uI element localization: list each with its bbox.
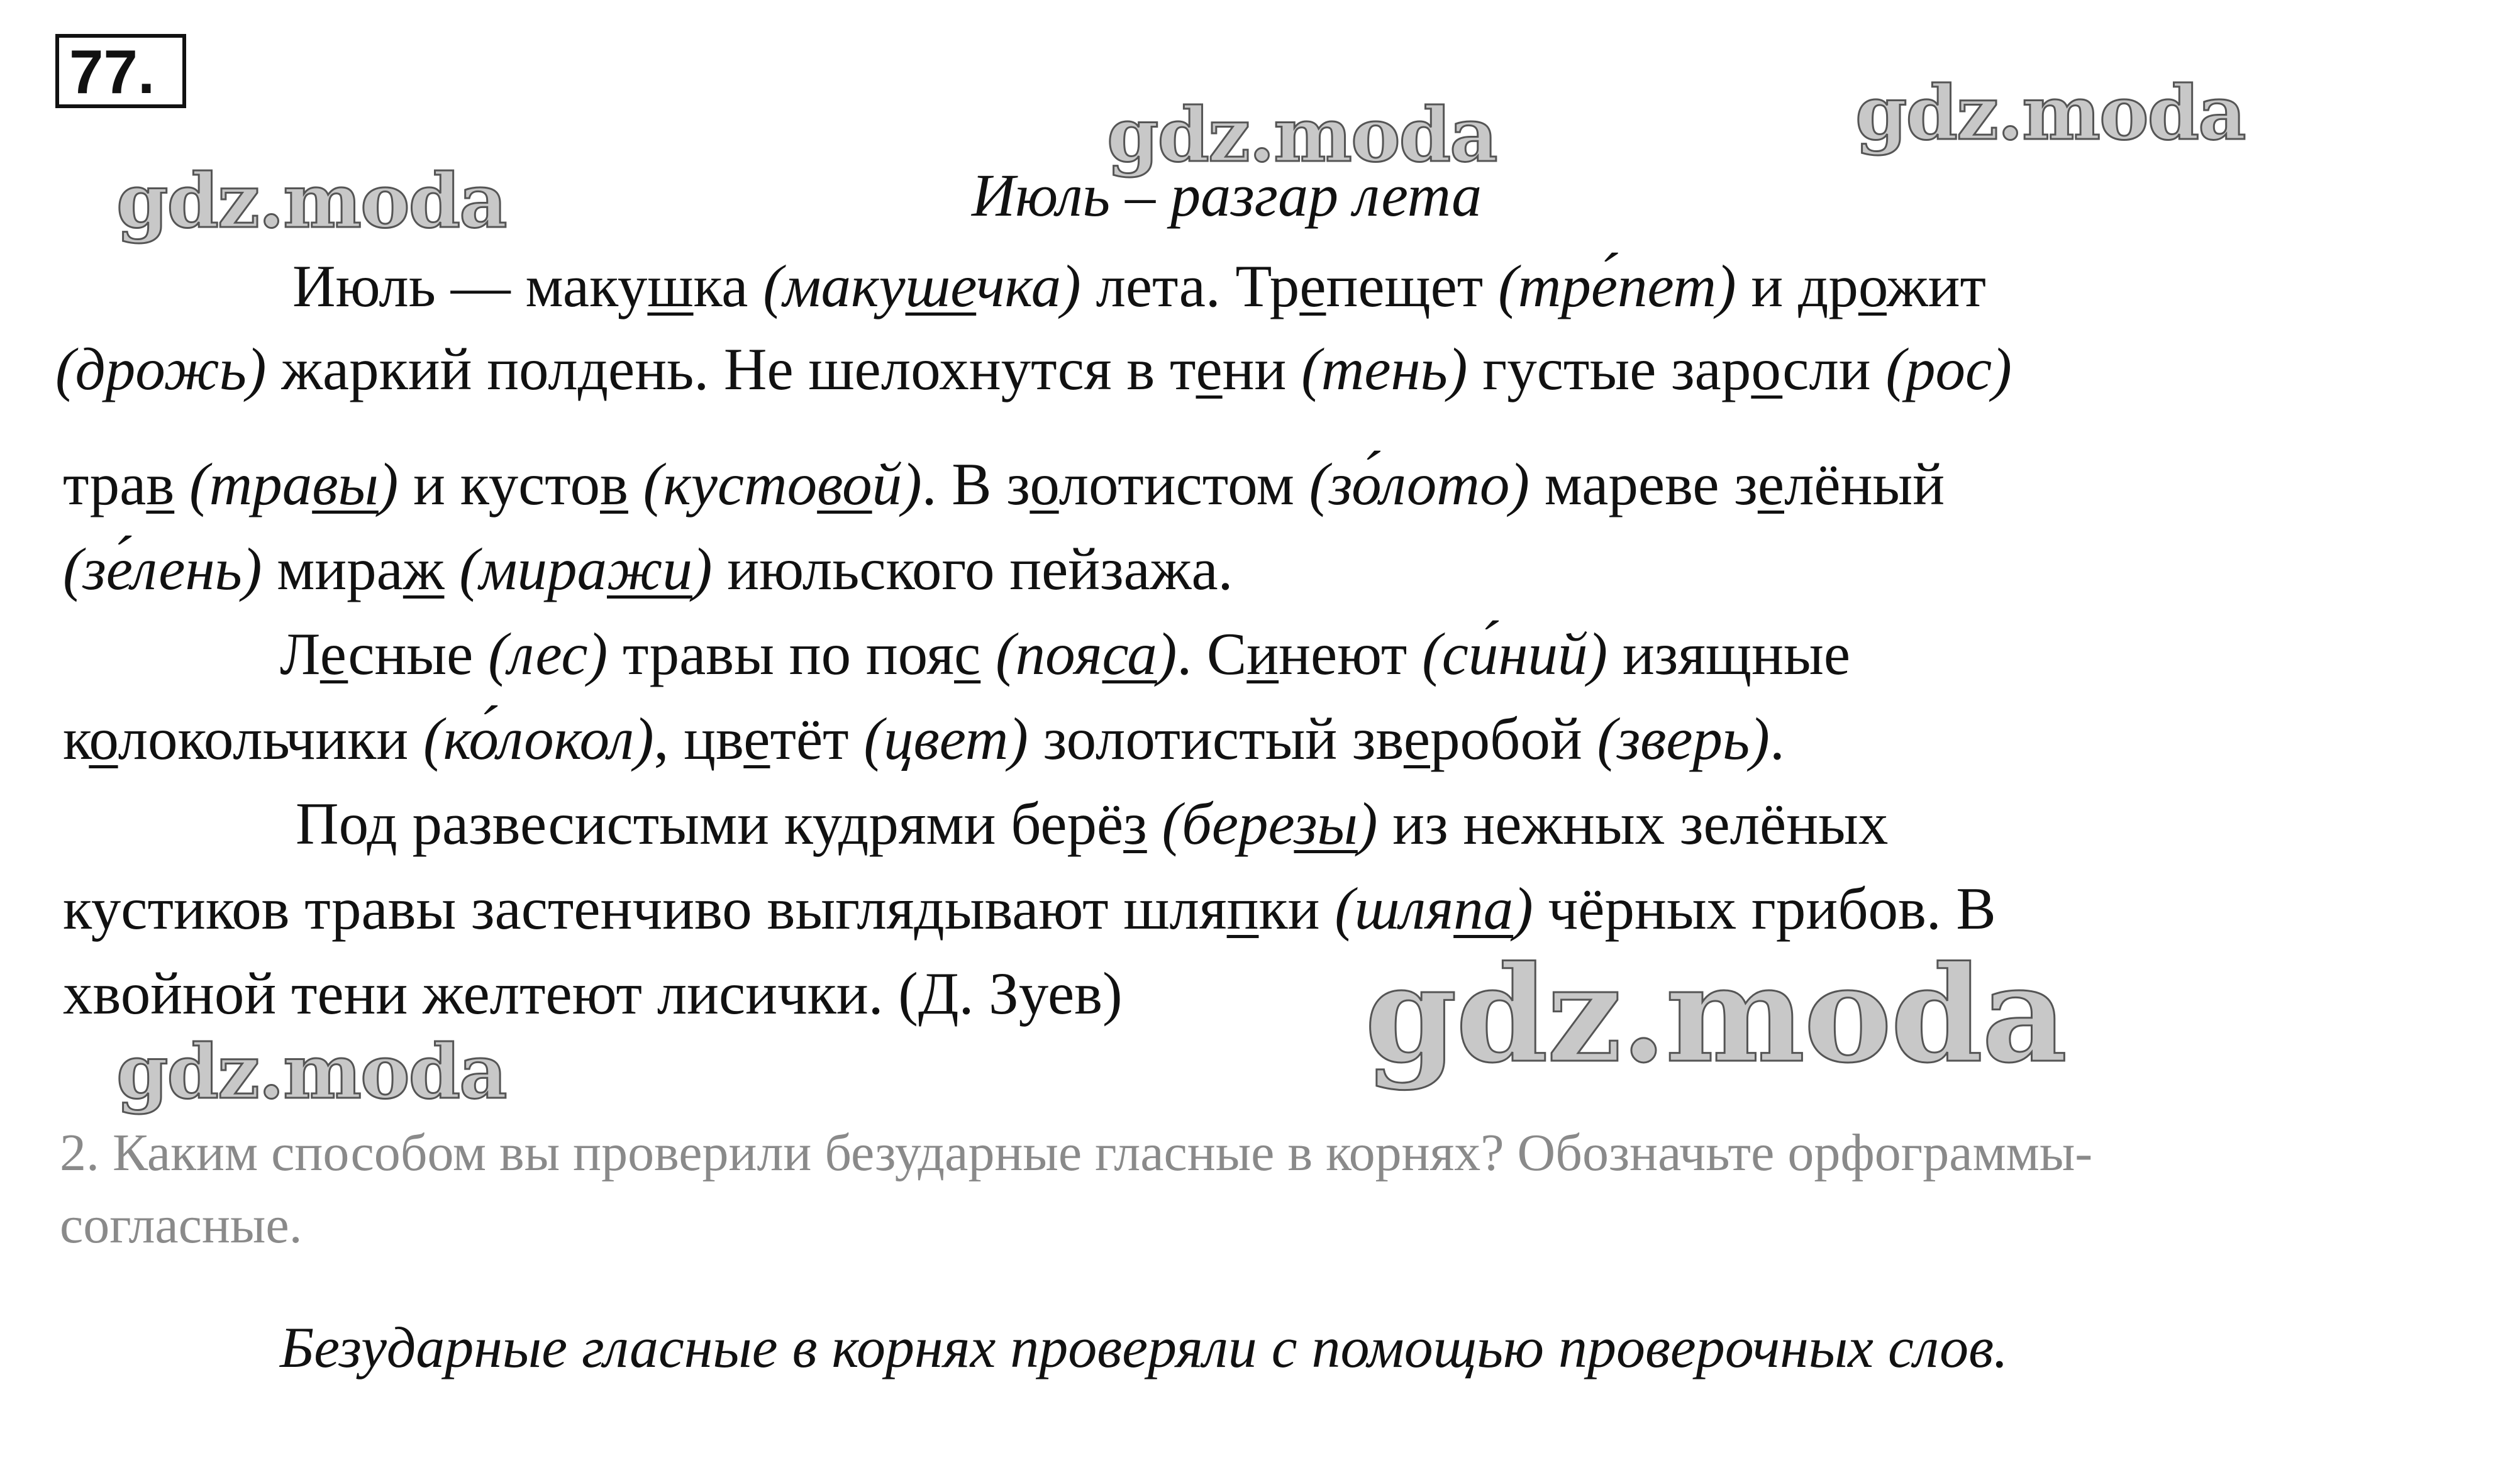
watermark: gdz.moda [116,157,506,245]
watermark: gdz.moda [116,1028,506,1115]
text-line-6: колокольчики (ко́локол), цветёт (цвет) золотистый зверобой (зверь). [63,705,1785,772]
text-line-1: Июль — макушка (макушечка) лета. Трепещет (тре́пет) и дрожит [292,253,1986,319]
question-2-line-2: согласные. [60,1196,303,1254]
watermark: gdz.moda [1365,937,2067,1092]
text-line-2: (дрожь) жаркий полдень. Не шелохнутся в тени (тень) густые заросли (рос) [55,336,2012,402]
text-line-4: (зе́лень) мираж (миражи) июльского пейзажа. [63,536,1233,602]
text-line-7: Под развесистыми кудрями берёз (березы) из нежных зелёных [296,790,1889,857]
text-line-3: трав (травы) и кустов (кустовой). В золотистом (зо́лото) мареве зелёный [63,451,1945,517]
text-line-9: хвойной тени желтеют лисички. (Д. Зуев) [63,960,1123,1027]
exercise-number: 77. [55,34,186,108]
text-title: Июль – разгар лета [972,162,1482,229]
watermark: gdz.moda [1855,69,2245,157]
answer-text: Безударные гласные в корнях проверяли с помощью проверочных слов. [280,1315,2009,1379]
text-line-8: кустиков травы застенчиво выглядывают шляпки (шляпа) чёрных грибов. В [63,875,1996,942]
question-2-line-1: 2. Каким способом вы проверили безударные гласные в корнях? Обозначьте орфограммы- [60,1124,2093,1182]
watermark: gdz.moda [1107,91,1497,179]
text-line-5: Лесные (лес) травы по пояс (пояса). Синеют (си́ний) изящные [280,621,1850,687]
